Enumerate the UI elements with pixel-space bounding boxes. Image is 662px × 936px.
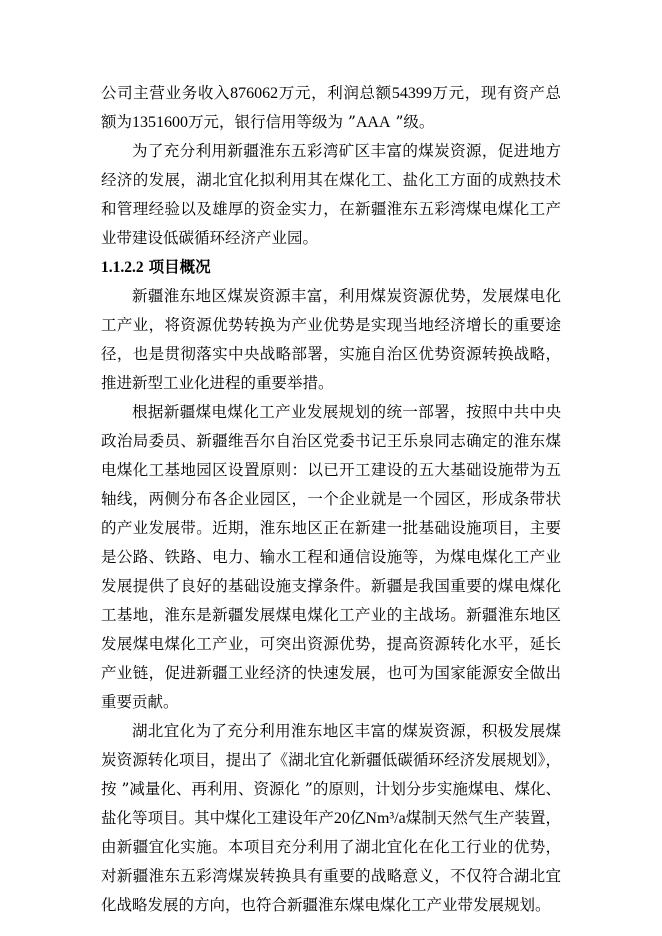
- profit-value: 54399: [391, 85, 432, 102]
- paragraph-overview: 新疆淮东地区煤炭资源丰富，利用煤炭资源优势，发展煤电化工产业，将资源优势转换为产业优势是实现当地经济增长的重要途径，也是贯彻落实中央战略部署，实施自治区优势资源转换战略，推进新型工业化进程的重要举措。: [101, 287, 561, 392]
- text-segment: ”级。: [390, 113, 435, 131]
- text-segment: 万元，现有资产总额为: [101, 84, 561, 131]
- capacity-value: 20: [333, 810, 350, 827]
- text-segment: 公司主营业务收入: [101, 84, 231, 102]
- credit-rating-value: AAA: [355, 114, 391, 131]
- text-segment: 煤制天然气生产装置，由新疆宜化实施。本项目充分利用了湖北宜化在化工行业的优势，对新疆淮东五彩湾煤炭转换具有重要的战略意义，不仅符合湖北宜化战略发展的方向，也符合新疆淮东煤电煤化工产业带发展规划。: [101, 809, 561, 914]
- text-segment: 亿: [349, 809, 366, 827]
- paragraph-company-finance: [101, 79, 561, 137]
- revenue-value: 876062: [230, 85, 279, 102]
- paragraph-project: [101, 717, 561, 920]
- text-segment: 湖北宜化为了充分利用淮东地区丰富的煤炭资源，积极发展煤炭资源转化项目，提出了《湖北宜化新疆低碳循环经济发展规划》，按 ”减量化、再利用、资源化 ”的原则，计划分步实施煤电、煤化、盐化等项目。其中煤化工建设年产: [101, 722, 561, 827]
- section-title: 项目概况: [148, 258, 211, 276]
- text-segment: 万元，利润总额: [278, 84, 392, 102]
- text-segment: 万元，银行信用等级为 ”: [188, 113, 356, 131]
- capacity-unit: Nm³/a: [365, 810, 406, 827]
- paragraph-purpose: 为了充分利用新疆淮东五彩湾矿区丰富的煤炭资源，促进地方经济的发展，湖北宜化拟利用其在煤化工、盐化工方面的成熟技术和管理经验以及雄厚的资金实力，在新疆淮东五彩湾煤电煤化工产业带建设低碳循环经济产业园。: [101, 142, 561, 247]
- assets-value: 1351600: [132, 114, 189, 131]
- section-number: 1.1.2.2: [101, 259, 144, 276]
- paragraph-planning: 根据新疆煤电煤化工产业发展规划的统一部署，按照中共中央政治局委员、新疆维吾尔自治区党委书记王乐泉同志确定的淮东煤电煤化工基地园区设置原则：以已开工建设的五大基础设施带为五轴线，两侧分布各企业园区，一个企业就是一个园区，形成条带状的产业发展带。近期，淮东地区正在新建一批基础设施项目，主要是公路、铁路、电力、输水工程和通信设施等，为煤电煤化工产业发展提供了良好的基础设施支撑条件。新疆是我国重要的煤电煤化工基地，淮东是新疆发展煤电煤化工产业的主战场。新疆淮东地区发展煤电煤化工产业，可突出资源优势，提高资源转化水平，延长产业链，促进新疆工业经济的快速发展，也可为国家能源安全做出重要贡献。: [101, 403, 561, 711]
- section-heading: [101, 253, 561, 282]
